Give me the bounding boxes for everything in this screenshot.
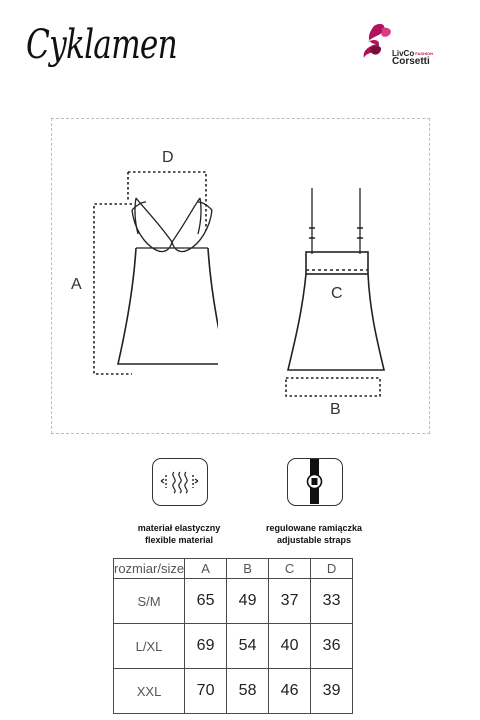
table-row xyxy=(114,669,353,714)
table-cell: 65 xyxy=(185,579,227,624)
table-cell: 46 xyxy=(269,669,311,714)
product-title: Cyklamen xyxy=(26,22,177,68)
table-cell: 40 xyxy=(269,624,311,669)
brand-fashion: FASHION xyxy=(415,51,434,56)
feature-straps-pl: regulowane ramiączka xyxy=(265,523,363,533)
table-cell: 36 xyxy=(311,624,353,669)
table-cell: 49 xyxy=(227,579,269,624)
column-header: C xyxy=(269,559,311,579)
table-row xyxy=(114,579,353,624)
feature-straps-en: adjustable straps xyxy=(276,535,352,545)
column-header: A xyxy=(185,559,227,579)
feature-elastic-caption xyxy=(118,522,240,546)
size-label: L/XL xyxy=(114,624,185,669)
dimension-b-label: B xyxy=(330,401,341,418)
table-cell: 39 xyxy=(311,669,353,714)
brand-line2: Corsetti xyxy=(392,56,430,67)
size-label: XXL xyxy=(114,669,185,714)
feature-straps-caption xyxy=(244,522,384,546)
table-row xyxy=(114,624,353,669)
brand-name xyxy=(392,50,433,66)
table-cell: 58 xyxy=(227,669,269,714)
dimension-a-label: A xyxy=(71,276,82,293)
table-cell: 37 xyxy=(269,579,311,624)
elastic-material-icon xyxy=(152,458,208,506)
brand-line1: LivCo xyxy=(392,49,415,58)
size-table-header xyxy=(114,559,353,579)
table-cell: 54 xyxy=(227,624,269,669)
feature-elastic-en: flexible material xyxy=(144,535,214,545)
dimension-d-label: D xyxy=(162,149,174,166)
column-header: B xyxy=(227,559,269,579)
size-label: S/M xyxy=(114,579,185,624)
size-table-corner: rozmiar/size xyxy=(114,559,185,579)
chemise-front-drawing xyxy=(88,170,218,380)
table-cell: 69 xyxy=(185,624,227,669)
table-cell: 70 xyxy=(185,669,227,714)
feature-elastic-pl: materiał elastyczny xyxy=(137,523,221,533)
adjustable-strap-icon xyxy=(287,458,343,506)
column-header: D xyxy=(311,559,353,579)
dimension-c-label: C xyxy=(331,285,343,302)
size-table xyxy=(113,558,353,714)
table-cell: 33 xyxy=(311,579,353,624)
